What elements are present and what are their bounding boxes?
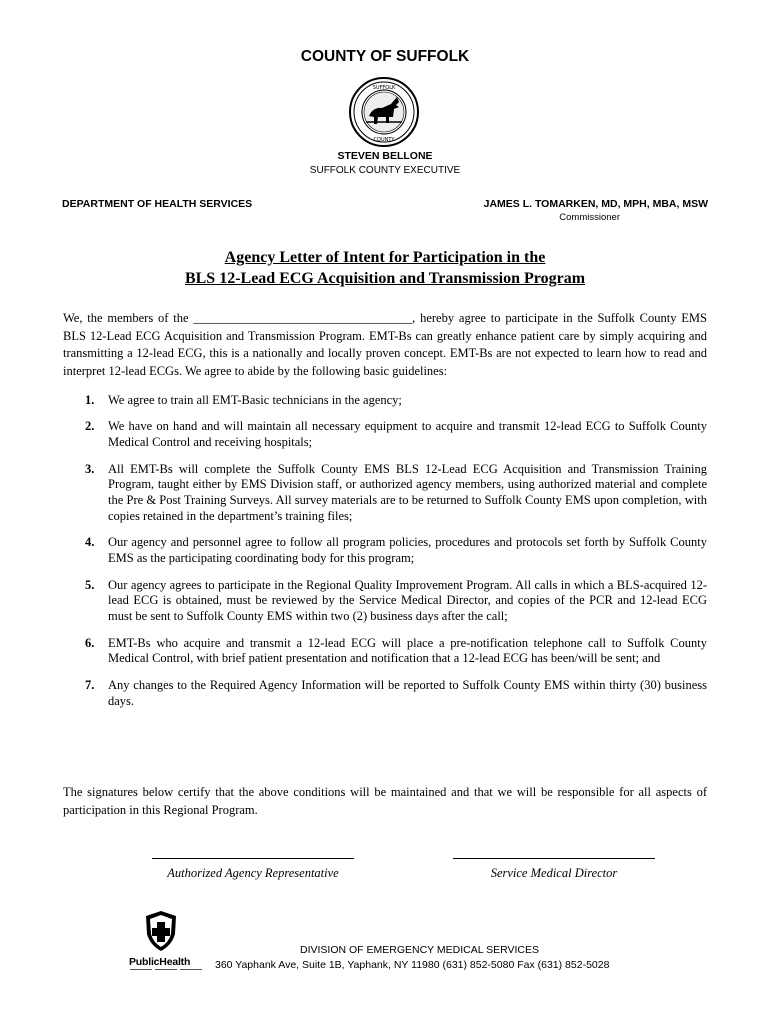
- list-item: [63, 636, 707, 668]
- agency-signature-label: Authorized Agency Representative: [167, 866, 339, 880]
- list-item: [63, 393, 707, 409]
- public-health-tagline: [130, 968, 202, 971]
- list-item-number: 2.: [85, 419, 95, 434]
- list-item-number: 7.: [85, 677, 95, 692]
- division-name: DIVISION OF EMERGENCY MEDICAL SERVICES: [300, 944, 540, 956]
- list-item-text: All EMT-Bs will complete the Suffolk County EMS BLS 12-Lead ECG Acquisition and Transmission Training Program, taught either by EMS Division staff, or authorized agency members, using authorized material and complete the Pre & Post Training Surveys. All survey materials are to be returned to Suffolk County EMS upon completion, with copies retained in the department’s training files;: [108, 461, 707, 523]
- commissioner-title: Commissioner: [559, 212, 620, 223]
- list-item-text: Any changes to the Required Agency Information will be reported to Suffolk County EMS within thirty (30) business days.: [108, 677, 707, 708]
- list-item: [63, 578, 707, 625]
- agency-signature-line[interactable]: [152, 848, 354, 859]
- list-item: [63, 678, 707, 710]
- closing-paragraph: The signatures below certify that the above conditions will be maintained and that we will be responsible for all aspects of participation in this Regional Program.: [63, 785, 707, 817]
- list-item-text: We agree to train all EMT-Basic technicians in the agency;: [108, 393, 402, 407]
- document-title-line-2: BLS 12-Lead ECG Acquisition and Transmission Program: [184, 270, 586, 287]
- county-seal-icon: [348, 76, 420, 148]
- list-item-text: Our agency and personnel agree to follow all program policies, procedures and protocols set forth by Suffolk County EMS as the participating coordinating body for this program;: [108, 535, 707, 566]
- department-name: DEPARTMENT OF HEALTH SERVICES: [62, 198, 253, 210]
- executive-title: SUFFOLK COUNTY EXECUTIVE: [309, 165, 461, 176]
- commissioner-name: JAMES L. TOMARKEN, MD, MPH, MBA, MSW: [483, 198, 708, 210]
- list-item-number: 5.: [85, 577, 95, 592]
- list-item: [63, 419, 707, 451]
- county-heading: COUNTY OF SUFFOLK: [300, 48, 470, 65]
- division-address: 360 Yaphank Ave, Suite 1B, Yaphank, NY 11980 (631) 852-5080 Fax (631) 852-5028: [215, 959, 610, 971]
- medical-director-signature-label: Service Medical Director: [490, 866, 618, 880]
- list-item-number: 1.: [85, 393, 95, 407]
- public-health-logo-text: PublicHealth: [129, 956, 191, 968]
- seal-text: SUFFOLK: [372, 85, 396, 91]
- document-title-line-1: Agency Letter of Intent for Participation in the: [224, 249, 546, 266]
- list-item-number: 4.: [85, 535, 95, 550]
- medical-director-signature-line[interactable]: [453, 848, 655, 859]
- executive-name: STEVEN BELLONE: [337, 150, 433, 162]
- list-item: [63, 535, 707, 567]
- guidelines-list: [63, 393, 707, 709]
- intro-paragraph: We, the members of the ___________________________________, hereby agree to participate in the Suffolk County EMS BLS 12-Lead ECG Acquisition and Transmission Program. EMT-Bs can greatly enhance patient care by simply acquiring and transmitting a 12-lead ECG, this is a nationally and locally proven concept. EMT-Bs are not expected to learn how to read and interpret 12-lead ECGs. We agree to abide by the following basic guidelines:: [63, 311, 707, 378]
- list-item-text: Our agency agrees to participate in the Regional Quality Improvement Program. All calls in which a BLS-acquired 12-lead ECG is obtained, must be reviewed by the Service Medical Director, and copies of the PCR and 12-lead ECG must be sent to Suffolk County EMS within two (2) business days after the call;: [108, 577, 707, 624]
- list-item-number: 6.: [85, 635, 95, 650]
- svg-text:COUNTY: COUNTY: [373, 137, 395, 143]
- list-item: [63, 462, 707, 525]
- list-item-text: EMT-Bs who acquire and transmit a 12-lead ECG will place a pre-notification telephone call to Suffolk County Medical Control, with brief patient presentation and notification that a 12-lead ECG has been/will be sent; and: [108, 635, 707, 666]
- public-health-shield-icon: [144, 910, 178, 952]
- list-item-number: 3.: [85, 461, 95, 476]
- list-item-text: We have on hand and will maintain all necessary equipment to acquire and transmit 12-lead ECG to Suffolk County Medical Control and receiving hospitals;: [108, 419, 707, 450]
